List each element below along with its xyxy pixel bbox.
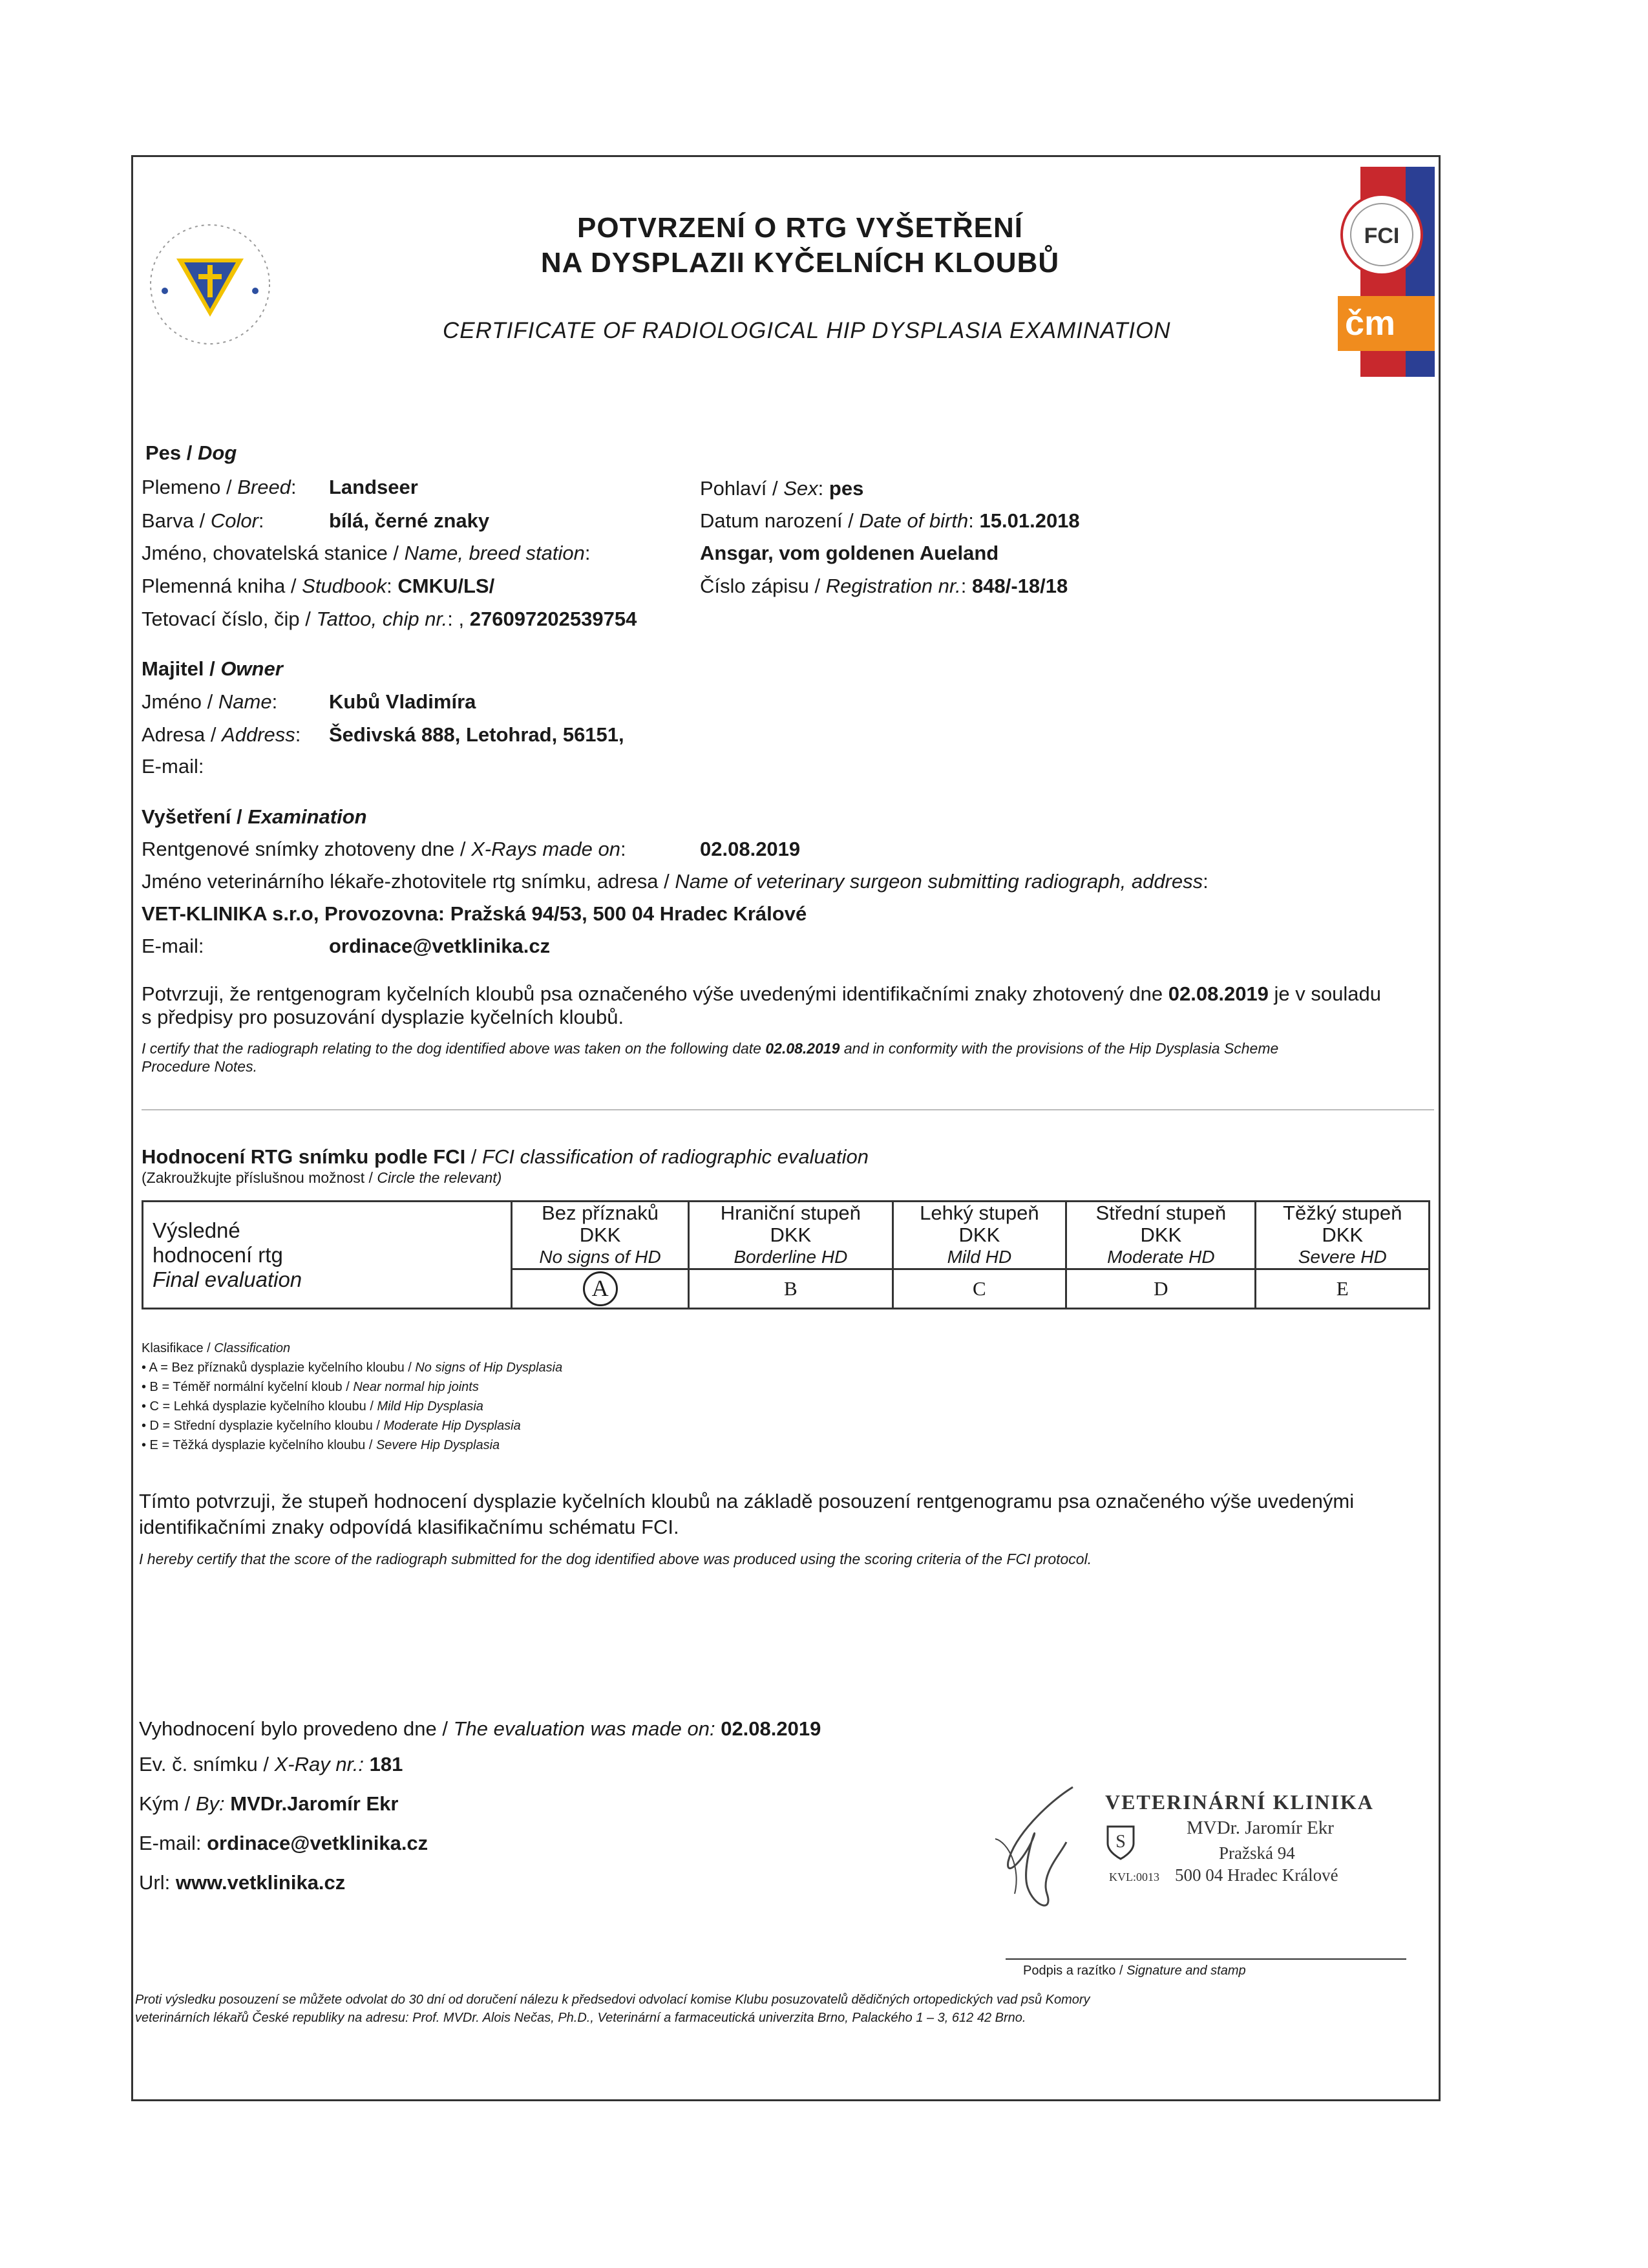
confirmation-cz-line2: s předpisy pro posuzování dysplazie kyčelních kloubů. xyxy=(142,1006,624,1028)
owner-address-label: Adresa / Address: xyxy=(142,723,301,746)
name-label: Jméno, chovatelská stanice / Name, breed station: xyxy=(142,542,591,564)
breed-label: Plemeno / Breed: xyxy=(142,476,297,498)
clinic-emblem-icon xyxy=(1105,1824,1136,1860)
dog-section-heading: Pes / Dog xyxy=(145,441,237,464)
svg-text:čm: čm xyxy=(1344,304,1396,343)
owner-address-value: Šedivská 888, Letohrad, 56151, xyxy=(329,723,624,746)
confirmation-cz-line1: Potvrzuji, že rentgenogram kyčelních kloubů psa označeného výše uvedenými identifikačními znaky zhotovený dne 02.08.2019 je v souladu xyxy=(142,982,1381,1005)
classification-item: • A = Bez příznaků dysplazie kyčelního kloubu / No signs of Hip Dysplasia xyxy=(142,1361,563,1375)
section-divider xyxy=(142,1109,1434,1110)
classification-item: • C = Lehká dysplazie kyčelního kloubu / Mild Hip Dysplasia xyxy=(142,1399,483,1414)
examination-section-heading: Vyšetření / Examination xyxy=(142,805,367,828)
color-value: bílá, černé znaky xyxy=(329,509,490,532)
vet-label: Jméno veterinárního lékaře-zhotovitele rtg snímku, adresa / Name of veterinary surgeon submitting radiograph, address: xyxy=(142,870,1209,893)
grade-e-header: Těžký stupeň DKK Severe HD xyxy=(1256,1202,1430,1269)
evaluation-heading: Hodnocení RTG snímku podle FCI / FCI classification of radiographic evaluation xyxy=(142,1145,869,1168)
xray-date-label: Rentgenové snímky zhotoveny dne / X-Rays made on: xyxy=(142,838,626,860)
vet-value: VET-KLINIKA s.r.o, Provozovna: Pražská 94/53, 500 04 Hradec Králové xyxy=(142,902,807,925)
certify-cz-line2: identifikačními znaky odpovídá klasifikačnímu schématu FCI. xyxy=(139,1516,679,1538)
owner-name-label: Jméno / Name: xyxy=(142,690,278,713)
classification-item: • B = Téměř normální kyčelní kloub / Near normal hip joints xyxy=(142,1380,479,1394)
vet-email-value: ordinace@vetklinika.cz xyxy=(329,935,551,957)
clinic-stamp: VETERINÁRNÍ KLINIKA S MVDr. Jaromír Ekr Pražská 94 KVL:0013 500 04 Hradec Králové xyxy=(1105,1790,1374,1885)
classification-item: • D = Střední dysplazie kyčelního kloubu / Moderate Hip Dysplasia xyxy=(142,1419,521,1433)
confirmation-en-line2: Procedure Notes. xyxy=(142,1058,257,1075)
name-value: Ansgar, vom goldenen Aueland xyxy=(700,542,999,564)
appeal-note-line2: veterinárních lékařů České republiky na adresu: Prof. MVDr. Alois Nečas, Ph.D., Veterinární a farmaceutická univerzita Brno, Palackého 1 – 3, 612 42 Brno. xyxy=(135,2011,1026,2025)
xray-number-field: Ev. č. snímku / X-Ray nr.: 181 xyxy=(139,1753,403,1775)
evaluation-date-field: Vyhodnocení bylo provedeno dne / The evaluation was made on: 02.08.2019 xyxy=(139,1717,821,1740)
vet-email-label: E-mail: xyxy=(142,935,204,957)
classification-heading: Klasifikace / Classification xyxy=(142,1341,291,1355)
evaluator-url-field: Url: www.vetklinika.cz xyxy=(139,1871,346,1894)
dob-field: Datum narození / Date of birth: 15.01.2018 xyxy=(700,509,1080,532)
grade-e-cell[interactable]: E xyxy=(1256,1269,1430,1309)
registration-field: Číslo zápisu / Registration nr.: 848/-18/18 xyxy=(700,575,1068,597)
grade-a-header: Bez příznaků DKK No signs of HD xyxy=(512,1202,689,1269)
sex-field: Pohlaví / Sex: pes xyxy=(700,477,864,500)
fci-cmku-logo-icon xyxy=(1331,167,1441,377)
grade-b-header: Hraniční stupeň DKK Borderline HD xyxy=(689,1202,893,1269)
breed-value: Landseer xyxy=(329,476,418,498)
confirmation-en-line1: I certify that the radiograph relating to the dog identified above was taken on the following date 02.08.2019 and in conformity with the provisions of the Hip Dysplasia Scheme xyxy=(142,1040,1279,1057)
signature-line xyxy=(1006,1958,1406,1960)
grade-a-selected: A xyxy=(583,1271,618,1306)
evaluation-note: (Zakroužkujte příslušnou možnost / Circle the relevant) xyxy=(142,1169,502,1186)
evaluation-table xyxy=(142,1200,1430,1309)
svg-text:FCI: FCI xyxy=(1364,224,1400,248)
certificate-subtitle: CERTIFICATE OF RADIOLOGICAL HIP DYSPLASIA EXAMINATION xyxy=(443,318,1171,343)
grade-d-header: Střední stupeň DKK Moderate HD xyxy=(1066,1202,1256,1269)
signature-scribble xyxy=(969,1777,1099,1926)
grade-a-cell[interactable] xyxy=(512,1269,689,1309)
xray-date-value: 02.08.2019 xyxy=(700,838,801,860)
classification-item: • E = Těžká dysplazie kyčelního kloubu / Severe Hip Dysplasia xyxy=(142,1438,500,1452)
grade-c-header: Lehký stupeň DKK Mild HD xyxy=(893,1202,1066,1269)
club-logo-icon xyxy=(145,220,275,349)
owner-section-heading: Majitel / Owner xyxy=(142,657,283,680)
grade-d-cell[interactable]: D xyxy=(1066,1269,1256,1309)
certificate-title: POTVRZENÍ O RTG VYŠETŘENÍ NA DYSPLAZII KYČELNÍCH KLOUBŮ xyxy=(540,212,1060,279)
appeal-note-line1: Proti výsledku posouzení se můžete odvolat do 30 dní od doručení nálezu k předsedovi odvolací komise Klubu posuzovatelů dědičných ortopedických vad psů Komory xyxy=(135,1993,1090,2007)
owner-name-value: Kubů Vladimíra xyxy=(329,690,476,713)
studbook-field: Plemenná kniha / Studbook: CMKU/LS/ xyxy=(142,575,495,597)
grade-c-cell[interactable]: C xyxy=(893,1269,1066,1309)
certify-en-line: I hereby certify that the score of the radiograph submitted for the dog identified above was produced using the scoring criteria of the FCI protocol. xyxy=(139,1551,1092,1567)
evaluator-email-field: E-mail: ordinace@vetklinika.cz xyxy=(139,1832,428,1854)
final-evaluation-label: Výsledné hodnocení rtg Final evaluation xyxy=(143,1202,512,1309)
svg-text:S: S xyxy=(1115,1832,1126,1852)
evaluated-by-field: Kým / By: MVDr.Jaromír Ekr xyxy=(139,1792,399,1815)
signature-label: Podpis a razítko / Signature and stamp xyxy=(1023,1964,1246,1978)
certify-cz-line1: Tímto potvrzuji, že stupeň hodnocení dysplazie kyčelních kloubů na základě posouzení rentgenogramu psa označeného výše uvedenými xyxy=(139,1490,1355,1512)
tattoo-field: Tetovací číslo, čip / Tattoo, chip nr.: , 276097202539754 xyxy=(142,608,637,630)
color-label: Barva / Color: xyxy=(142,509,264,532)
grade-b-cell[interactable]: B xyxy=(689,1269,893,1309)
owner-email-label: E-mail: xyxy=(142,755,204,778)
